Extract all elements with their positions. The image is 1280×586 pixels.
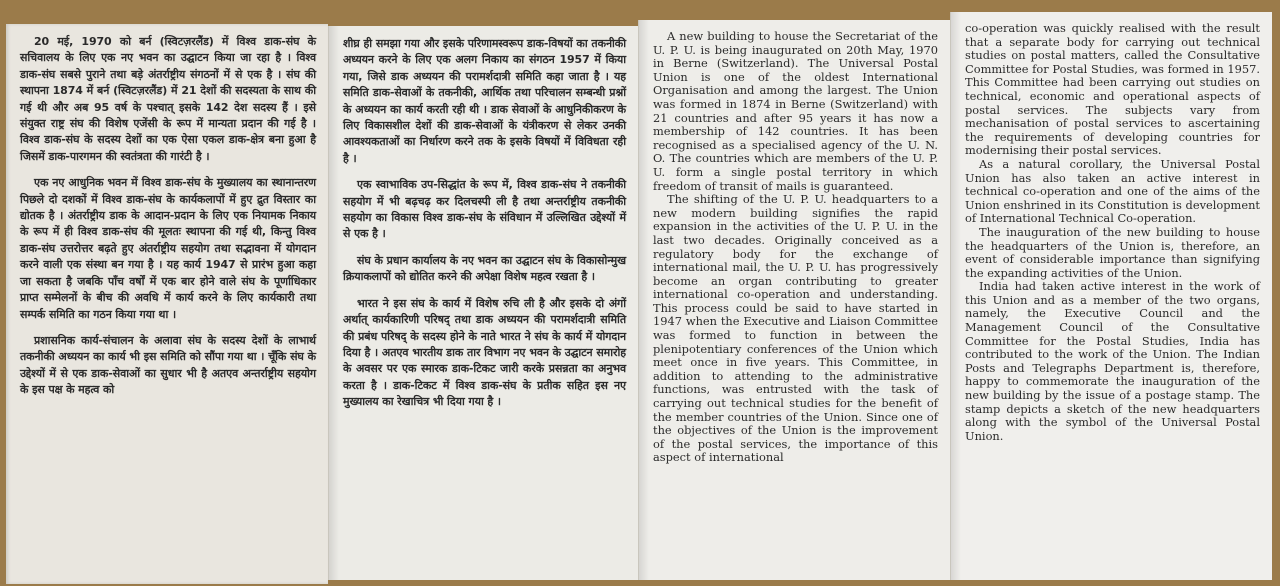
panel-english-2 — [950, 12, 1272, 580]
paragraph: India had taken active interest in the work of this Union and as a member of the two organs, namely, the Executive Council and the Management Council of the Consultative Committee for the Postal Studies, India has contributed to the work of the Union. The Indian Posts and Telegraphs Department is, therefore, happy to commemorate the inauguration of the new building by the issue of a postage stamp. The stamp depicts a sketch of the new headquarters along with the symbol of the Universal Postal Union. — [965, 279, 1260, 443]
paragraph: co-operation was quickly realised with the result that a separate body for carrying out technical studies on postal matters, called the Consultative Committee for Postal Studies, was formed in 1957. This Committee had been carrying out studies on technical, economic and operational aspects of postal services. The subjects vary from mechanisation of postal services to ascertaining the requirements of developing countries for modernising their postal services. — [965, 21, 1260, 158]
paragraph: भारत ने इस संघ के कार्य में विशेष रुचि ली है और इसके दो अंगों अर्थात् कार्यकारिणी परिषद् तथा डाक अध्ययन की परामर्शदात्री समिति की प्रबंध परिषद् के सदस्य होने के नाते भारत ने संघ के कार्य में योगदान दिया है । अतएव भारतीय डाक तार विभाग नए भवन के उद्घाटन समारोह के अवसर पर एक स्मारक डाक-टिकट जारी करके प्रसन्नता का अनुभव करता है । डाक-टिकट में विश्व डाक-संघ के प्रतीक सहित इस नए मुख्यालय का रेखाचित्र भी दिया गया है । — [343, 296, 626, 409]
paragraph: शीघ्र ही समझा गया और इसके परिणामस्वरूप डाक-विषयों का तकनीकी अध्ययन करने के लिए एक अलग निकाय का संगठन 1957 में किया गया, जिसे डाक अध्ययन की परामर्शदात्री समिति कहा जाता है । यह समिति डाक-सेवाओं के तकनीकी, आर्थिक तथा परिचालन सम्बन्धी प्रश्नों के अध्ययन का कार्य करती रही थी । डाक सेवाओं के आधुनिकीकरण के लिए विकासशील देशों की डाक-सेवाओं के यंत्रीकरण से लेकर उनकी आवश्यकताओं का निर्धारण करने तक के इसके विषयों में विविधता रही है । — [343, 37, 626, 165]
paragraph: संघ के प्रधान कार्यालय के नए भवन का उद्घाटन संघ के विकासोन्मुख क्रियाकलापों को द्योतित करने की अपेक्षा विशेष महत्व रखता है । — [343, 253, 626, 284]
panel-hindi-2 — [328, 26, 638, 580]
panel-text — [329, 26, 638, 411]
paragraph: As a natural corollary, the Universal Postal Union has also taken an active interest in technical co-operation and one of the aims of the Union enshrined in its Constitution is development of International Technical Co-operation. — [965, 156, 1260, 226]
folded-leaflet — [6, 12, 1272, 580]
fold-shadow — [329, 26, 339, 580]
paragraph: प्रशासनिक कार्य-संचालन के अलावा संघ के सदस्य देशों के लाभार्थ तकनीकी अध्ययन का कार्य भी इस समिति को सौंपा गया था । चूँकि संघ के उद्देश्यों में से एक डाक-सेवाओं का सुधार भी है अतएव अन्तर्राष्ट्रीय सहयोग के इस पक्ष के महत्व को — [20, 333, 316, 397]
panel-text — [6, 24, 328, 399]
panel-text — [639, 20, 950, 465]
paragraph: The shifting of the U. P. U. headquarters to a new modern building signifies the rapid expansion in the activities of the U. P. U. in the last two decades. Originally conceived as a regulatory body for the exchange of international mail, the U. P. U. has progressively become an organ contributing to greater international co-operation and understanding. This process could be said to have started in 1947 when the Executive and Liaison Committee was formed to function in between the plenipotentiary conferences of the Union which meet once in five years. This Committee, in addition to attending to the administrative functions, was entrusted with the task of carrying out technical studies for the benefit of the member countries of the Union. Since one of the objectives of the Union is the improvement of the postal services, the importance of this aspect of international — [653, 192, 938, 465]
fold-shadow — [639, 20, 649, 580]
paragraph: एक स्वाभाविक उप-सिद्धांत के रूप में, विश्व डाक-संघ ने तकनीकी सहयोग में भी बढ़चढ़ कर दिलचस्पी ली है तथा अन्तर्राष्ट्रीय तकनीकी सहयोग का विकास विश्व डाक-संघ के संविधान में उल्लिखित उद्देश्यों में से एक है । — [343, 178, 626, 241]
paragraph: The inauguration of the new building to house the headquarters of the Union is, therefore, an event of considerable importance than signifying the expanding activities of the Union. — [965, 224, 1260, 280]
fold-shadow — [951, 12, 961, 580]
paragraph: 20 मई, 1970 को बर्न (स्विटज़रलैंड) में विश्व डाक-संघ के सचिवालय के लिए एक नए भवन का उद्घाटन किया जा रहा है । विश्व डाक-संघ सबसे पुराने तथा बड़े अंतर्राष्ट्रीय संगठनों में से एक है । संघ की स्थापना 1874 में बर्न (स्विटज़रलैंड) में 21 देशों की सदस्यता के साथ की गई थी और अब 95 वर्ष के पश्चात् इसके 142 देश सदस्य हैं । इसे संयुक्त राष्ट्र संघ की विशेष एजेंसी के रूप में मान्यता प्रदान की गई है । विश्व डाक-संघ के सदस्य देशों का एक ऐसा एकल डाक-क्षेत्र बना हुआ है जिसमें डाक-पारगमन की स्वतंत्रता की गारंटी है । — [20, 35, 316, 163]
panel-hindi-1 — [6, 24, 328, 584]
panel-english-1 — [638, 20, 950, 580]
paragraph: A new building to house the Secretariat of the U. P. U. is being inaugurated on 20th May, 1970 in Berne (Switzerland). The Universal Postal Union is one of the oldest International Organisation and among the largest. The Union was formed in 1874 in Berne (Switzerland) with 21 countries and after 95 years it has now a membership of 142 countries. It has been recognised as a specialised agency of the U. N. O. The countries which are members of the U. P. U. form a single postal territory in which freedom of transit of mails is guaranteed. — [653, 29, 938, 193]
paragraph: एक नए आधुनिक भवन में विश्व डाक-संघ के मुख्यालय का स्थानान्तरण पिछले दो दशकों में विश्व डाक-संघ के कार्यकलापों में हुए द्रुत विस्तार का द्योतक है । अंतर्राष्ट्रीय डाक के आदान-प्रदान के लिए एक नियामक निकाय के रूप में ही विश्व डाक-संघ की मूलतः स्थापना की गई थी, किन्तु विश्व डाक-संघ उत्तरोत्तर बढ़ते हुए अंतर्राष्ट्रीय सहयोग तथा सद्भावना में योगदान करने वाली एक संस्था बन गया है । यह कार्य 1947 से प्रारंभ हुआ कहा जा सकता है जबकि पाँच वर्षों में एक बार होने वाले संघ के पूर्णाधिकार प्राप्त सम्मेलनों के बीच की अवधि में कार्य करने के लिए कार्यकारी तथा सम्पर्क समिति का गठन किया गया था । — [20, 176, 316, 321]
panel-text — [951, 12, 1272, 443]
